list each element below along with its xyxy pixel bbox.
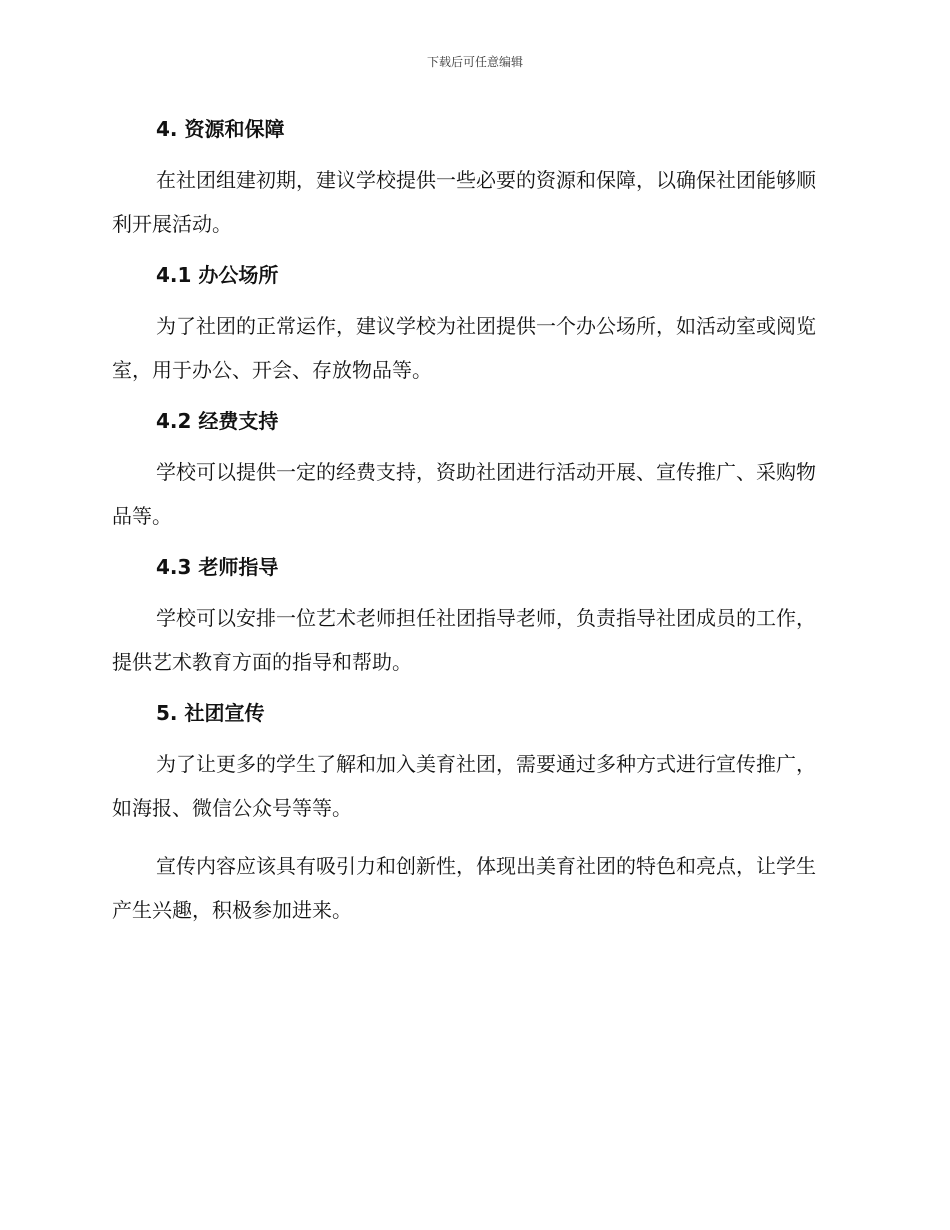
section-heading: 4.1 办公场所 [156, 263, 279, 287]
section-heading: 5. 社团宣传 [156, 701, 265, 725]
section-paragraph: 学校可以提供一定的经费支持，资助社团进行活动开展、宣传推广、采购物品等。 [112, 460, 816, 528]
section-paragraph: 为了让更多的学生了解和加入美育社团，需要通过多种方式进行宣传推广，如海报、微信公众号等等。 [112, 752, 816, 820]
section-paragraph: 学校可以安排一位艺术老师担任社团指导老师，负责指导社团成员的工作，提供艺术教育方面的指导和帮助。 [112, 606, 816, 674]
section-paragraph: 在社团组建初期，建议学校提供一些必要的资源和保障，以确保社团能够顺利开展活动。 [112, 168, 816, 236]
section-paragraph: 宣传内容应该具有吸引力和创新性，体现出美育社团的特色和亮点，让学生产生兴趣，积极参加进来。 [112, 854, 816, 922]
page-header-note: 下载后可任意编辑 [426, 55, 523, 69]
section-heading: 4. 资源和保障 [156, 117, 285, 141]
document-body [112, 114, 832, 932]
section-heading: 4.3 老师指导 [156, 555, 279, 579]
section-heading: 4.2 经费支持 [156, 409, 279, 433]
section-paragraph: 为了社团的正常运作，建议学校为社团提供一个办公场所，如活动室或阅览室，用于办公、开会、存放物品等。 [112, 314, 816, 382]
